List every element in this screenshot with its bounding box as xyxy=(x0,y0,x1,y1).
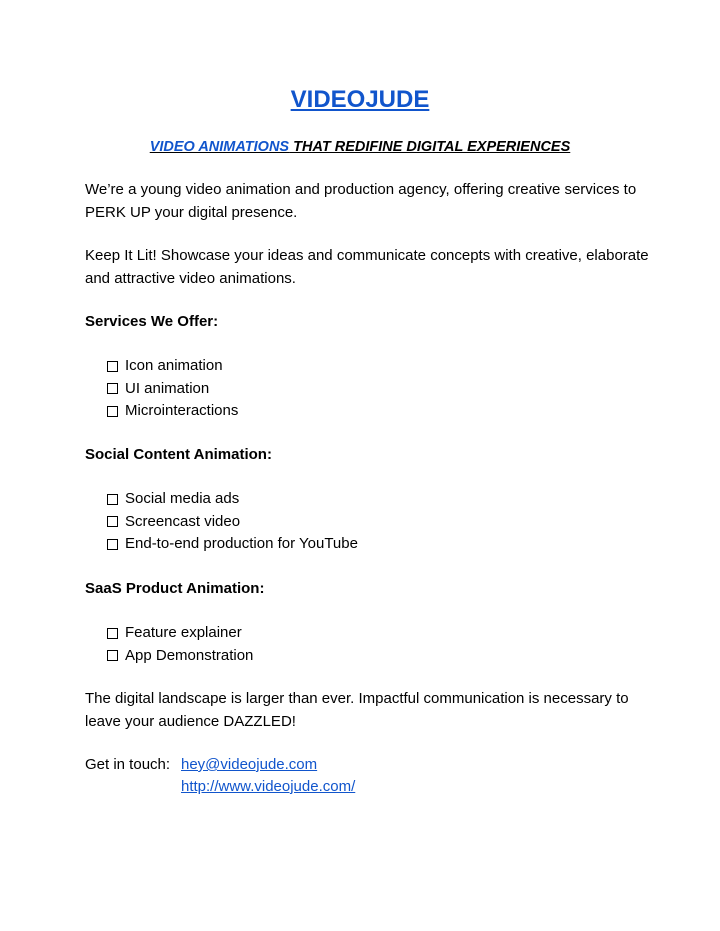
website-link[interactable]: http://www.videojude.com/ xyxy=(181,778,356,795)
checkbox-icon xyxy=(107,406,118,417)
checkbox-icon xyxy=(107,650,118,661)
subtitle-accent: VIDEO ANIMATIONS xyxy=(149,139,290,155)
checkbox-icon xyxy=(107,383,118,394)
services-list xyxy=(107,355,238,423)
saas-heading: SaaS Product Animation: xyxy=(85,580,265,597)
list-item-label: Social media ads xyxy=(125,490,240,507)
list-item xyxy=(107,355,238,378)
list-item-label: Icon animation xyxy=(125,357,223,374)
intro-paragraph: We’re a young video animation and production agency, offering creative services to PERK UP your digital presence. xyxy=(85,181,637,221)
keep-it-lit-paragraph: Keep It Lit! Showcase your ideas and communicate concepts with creative, elaborate and attractive video animations. xyxy=(85,247,649,287)
social-content-heading: Social Content Animation: xyxy=(85,446,272,463)
checkbox-icon xyxy=(107,494,118,505)
saas-list xyxy=(107,622,253,667)
list-item-label: Feature explainer xyxy=(125,624,242,641)
checkbox-icon xyxy=(107,361,118,372)
document-title: VIDEOJUDE xyxy=(290,86,430,113)
contact-label: Get in touch: xyxy=(85,756,171,773)
list-item-label: End-to-end production for YouTube xyxy=(125,535,358,552)
list-item xyxy=(107,400,238,423)
document-subtitle xyxy=(0,136,720,158)
list-item xyxy=(107,533,358,556)
list-item-label: App Demonstration xyxy=(125,646,254,664)
list-item xyxy=(107,645,253,668)
list-item xyxy=(107,488,358,511)
subtitle-rest: THAT REDIFINE DIGITAL EXPERIENCES xyxy=(289,139,571,155)
checkbox-icon xyxy=(107,539,118,550)
list-item-label: Microinteractions xyxy=(125,402,239,419)
closing-paragraph: The digital landscape is larger than ever. Impactful communication is necessary to leave your audience DAZZLED! xyxy=(85,690,629,730)
services-heading: Services We Offer: xyxy=(85,313,219,330)
list-item xyxy=(107,622,253,645)
checkbox-icon xyxy=(107,628,118,639)
email-link[interactable]: hey@videojude.com xyxy=(181,756,318,773)
list-item xyxy=(107,378,238,401)
checkbox-icon xyxy=(107,516,118,527)
list-item-label: UI animation xyxy=(125,379,210,397)
list-item xyxy=(107,511,358,534)
list-item-label: Screencast video xyxy=(125,512,241,530)
social-content-list xyxy=(107,488,358,556)
